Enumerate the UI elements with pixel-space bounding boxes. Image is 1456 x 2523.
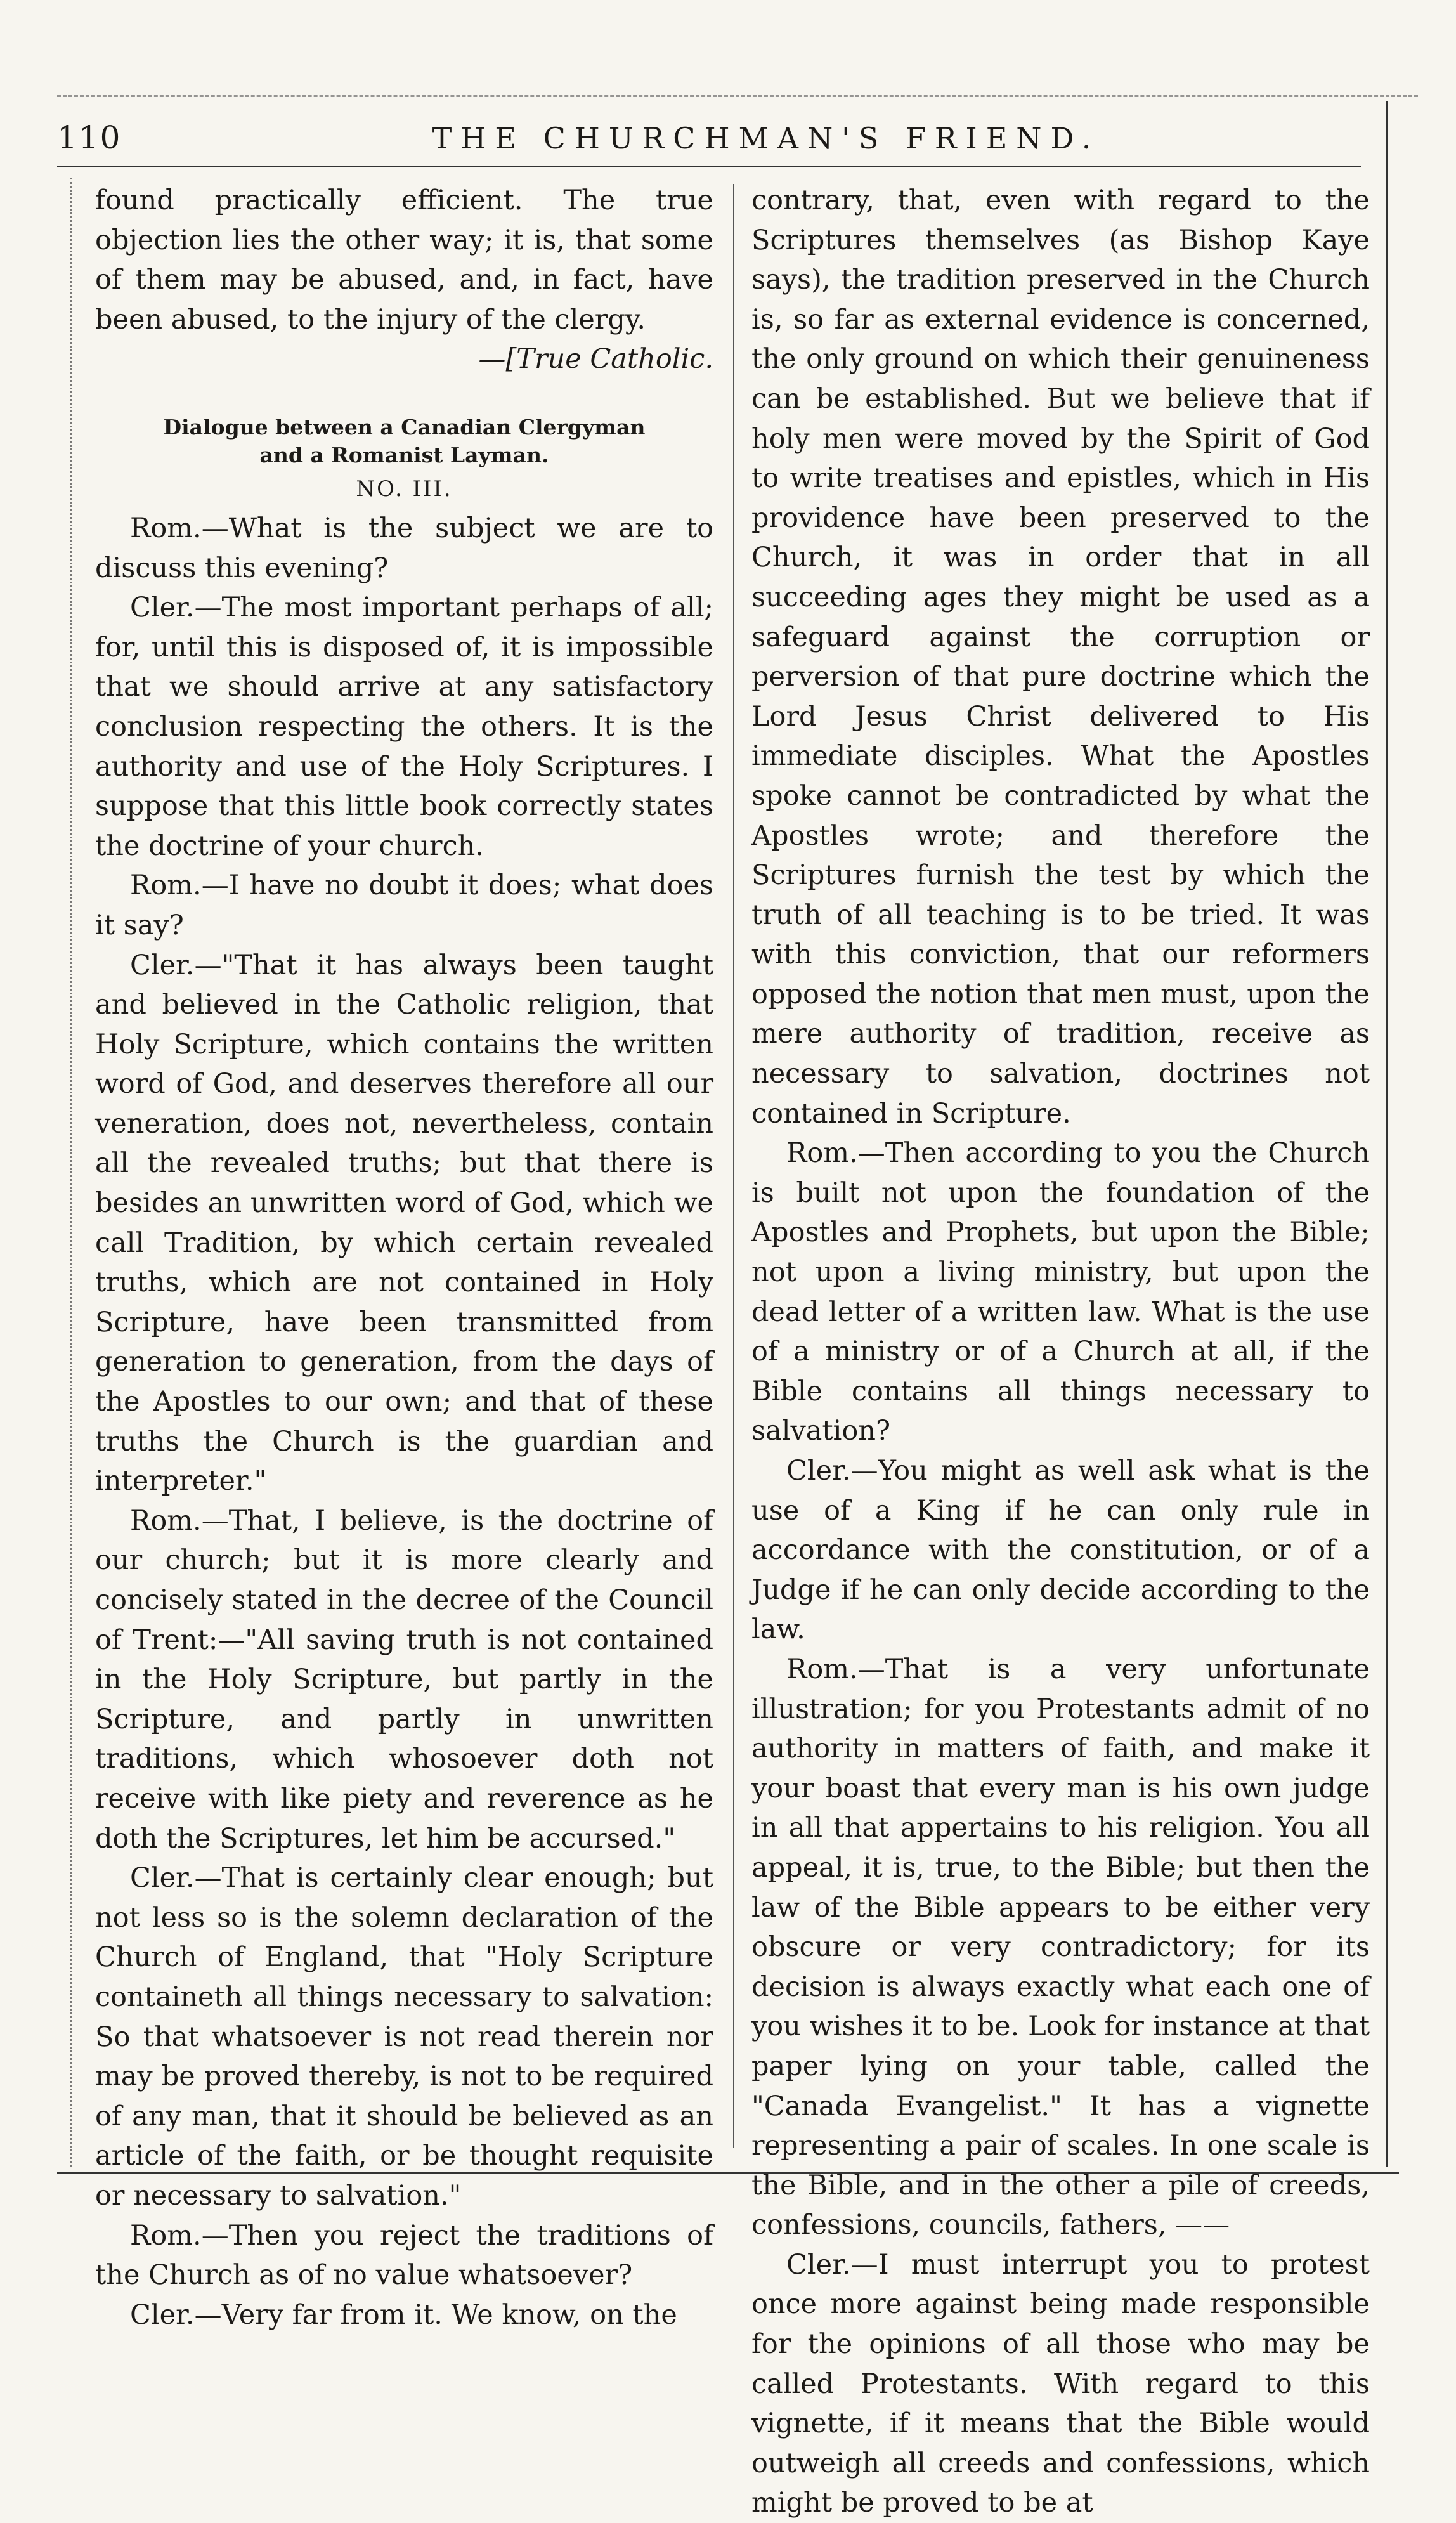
dialogue-paragraph: Rom.—Then according to you the Church is built not upon the foundation of the Apostles and Prophets, but upon the Bible; not upon a living ministry, but upon the dead letter of a written law. What is the use of a ministry or of a Church at all, if the Bible contains all things necessary to salvation? <box>751 1137 1370 1447</box>
dialogue-paragraph: Cler.—The most important perhaps of all; for, until this is disposed of, it is impossible that we should arrive at any satisfactory conclusion respecting the others. It is the authority and use of the Holy Scriptures. I suppose that this little book correctly states the doctrine of your church. <box>95 592 713 862</box>
right-margin-rule <box>1386 101 1388 2167</box>
page-header <box>57 119 1361 164</box>
intro-paragraph: found practically efficient. The true objection lies the other way; it is, that some of them may be abused, and, in fact, have been abused, to the injury of the clergy. <box>95 185 713 336</box>
dialogue-paragraph: Cler.—That is certainly clear enough; but not less so is the solemn declaration of the Church of England, that "Holy Scripture containeth all things necessary to salvation: So that whatsoever is not read therein nor may be proved thereby, is not to be required of any man, that it should be believed as an article of the faith, or be thought requisite or necessary to salvation." <box>95 1862 713 2212</box>
left-margin-rule <box>70 178 72 2167</box>
left-column <box>95 181 713 2335</box>
dialogue-paragraph: contrary, that, even with regard to the Scriptures themselves (as Bishop Kaye says), the tradition preserved in the Church is, so far as external evidence is concerned, the only ground on which their genuineness can be established. But we believe that if holy men were moved by the Spirit of God to write treatises and epistles, which in His providence have been preserved to the Church, it was in order that in all succeeding ages they might be used as a safeguard against the corruption or perversion of that pure doctrine which the Lord Jesus Christ delivered to His immediate disciples. What the Apostles spoke cannot be contradicted by what the Apostles wrote; and therefore the Scriptures furnish the test by which the truth of all teaching is to be tried. It was with this conviction, that our reformers opposed the notion that men must, upon the mere authority of tradition, receive as necessary to salvation, doctrines not contained in Scripture. <box>751 185 1370 1130</box>
section-rule <box>95 396 713 398</box>
dialogue-paragraph: Rom.—That is a very unfortunate illustration; for you Protestants admit of no authority in matters of faith, and make it your boast that every man is his own judge in all that appertains to his religion. You all appeal, it is, true, to the Bible; but then the law of the Bible appears to be either very obscure or very contradictory; for its decision is always exactly what each one of you wishes it to be. Look for instance at that paper lying on your table, called the "Canada Evangelist." It has a vignette representing a pair of scales. In one scale is the Bible, and in the other a pile of creeds, confessions, councils, fathers, —— <box>751 1653 1370 2241</box>
top-border <box>57 95 1418 97</box>
dialogue-paragraph: Rom.—Then you reject the traditions of the Church as of no value whatsoever? <box>95 2219 713 2292</box>
section-title: Dialogue between a Canadian Clergyman and a Romanist Layman. <box>163 414 646 467</box>
dialogue-paragraph: Cler.—I must interrupt you to protest once more against being made responsible for the opinions of all those who may be called Protestants. With regard to this vignette, if it means that the Bible would outweigh all creeds and confessions, which might be proved to be at <box>751 2248 1370 2519</box>
intro-source: —[True Catholic. <box>478 343 713 375</box>
header-rule <box>57 166 1361 167</box>
dialogue-paragraph: Rom.—What is the subject we are to discuss this evening? <box>95 512 713 584</box>
dialogue-paragraph: Rom.—I have no doubt it does; what does it say? <box>95 870 713 941</box>
page-number: 110 <box>57 119 122 156</box>
dialogue-paragraph: Cler.—Very far from it. We know, on the <box>130 2298 677 2331</box>
dialogue-paragraph: Rom.—That, I believe, is the doctrine of our church; but it is more clearly and concisely stated in the decree of the Council of Trent:—"All saving truth is not contained in the Holy Scripture, but partly in the Scripture, and partly in unwritten traditions, which whosoever doth not receive with like piety and reverence as he doth the Scriptures, let him be accursed." <box>95 1504 713 1855</box>
column-divider <box>733 184 734 2148</box>
dialogue-paragraph: Cler.—You might as well ask what is the use of a King if he can only rule in accordance with the constitution, or of a Judge if he can only decide according to the law. <box>751 1455 1370 1646</box>
bottom-rule <box>57 2172 1399 2174</box>
section-number: NO. III. <box>356 476 453 502</box>
dialogue-paragraph: Cler.—"That it has always been taught and believed in the Catholic religion, that Holy Scripture, which contains the written word of God, and deserves therefore all our veneration, does not, nevertheless, contain all the revealed truths; but that there is besides an unwritten word of God, which we call Tradition, by which certain revealed truths, which are not contained in Holy Scripture, have been transmitted from generation to generation, from the days of the Apostles to our own; and that of these truths the Church is the guardian and interpreter." <box>95 949 713 1497</box>
running-title: THE CHURCHMAN'S FRIEND. <box>432 121 1100 155</box>
